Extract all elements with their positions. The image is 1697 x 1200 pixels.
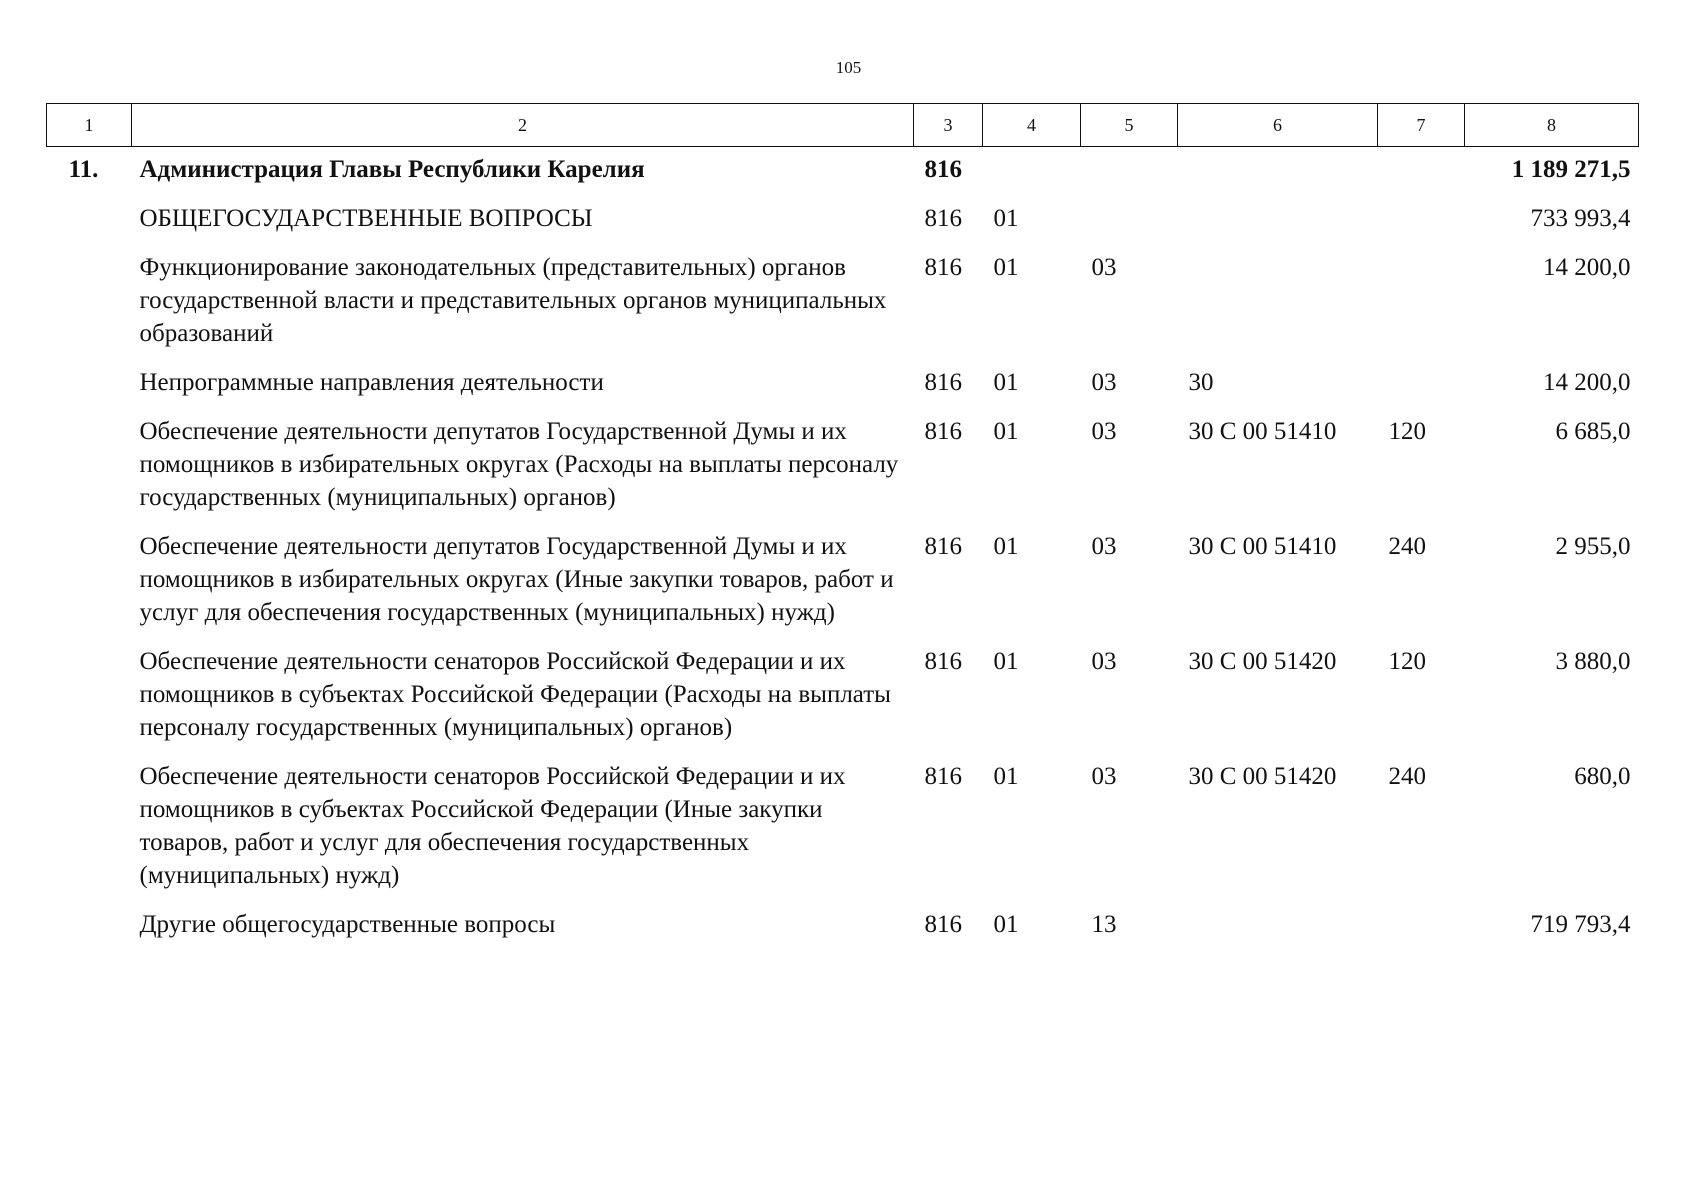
row-subsection-code bbox=[1081, 202, 1178, 251]
table-row bbox=[47, 760, 1639, 908]
row-subsection-code: 03 bbox=[1091, 648, 1117, 675]
row-admin-code: 816 bbox=[924, 418, 962, 445]
header-col-4: 4 bbox=[983, 104, 1081, 147]
row-description: Обеспечение деятельности сенаторов Российской Федерации и их помощников в субъектах Российской Федерации (Иные закупки товаров, работ и услуг для обеспечения государственных (муниципальных) нужд) bbox=[139, 763, 846, 889]
row-amount: 14 200,0 bbox=[1543, 369, 1631, 396]
row-description: ОБЩЕГОСУДАРСТВЕННЫЕ ВОПРОСЫ bbox=[139, 205, 593, 232]
row-subsection-code: 13 bbox=[1091, 911, 1117, 938]
row-target-article bbox=[1178, 202, 1378, 251]
row-admin-code: 816 bbox=[924, 533, 962, 560]
table-row bbox=[47, 366, 1639, 415]
row-subsection-code bbox=[1081, 147, 1178, 203]
row-subsection-code: 03 bbox=[1091, 763, 1117, 790]
row-number bbox=[47, 645, 132, 760]
table-row bbox=[47, 645, 1639, 760]
row-description: Функционирование законодательных (представительных) органов государственной власти и представительных органов муниципальных образований bbox=[139, 254, 887, 347]
row-description: Непрограммные направления деятельности bbox=[139, 369, 604, 396]
table-row bbox=[47, 530, 1639, 645]
header-row bbox=[47, 104, 1639, 147]
row-admin-code: 816 bbox=[924, 369, 962, 396]
row-number bbox=[47, 202, 132, 251]
row-description: Администрация Главы Республики Карелия bbox=[139, 156, 645, 183]
row-section-code: 01 bbox=[993, 533, 1019, 560]
row-subsection-code: 03 bbox=[1091, 369, 1117, 396]
row-target-article bbox=[1178, 908, 1378, 957]
table-row bbox=[47, 147, 1639, 203]
row-expense-type bbox=[1378, 908, 1465, 957]
row-expense-type bbox=[1378, 366, 1465, 415]
row-subsection-code: 03 bbox=[1091, 418, 1117, 445]
table-header bbox=[47, 104, 1639, 147]
row-expense-type: 240 bbox=[1388, 533, 1426, 560]
row-admin-code: 816 bbox=[924, 648, 962, 675]
row-description: Обеспечение деятельности депутатов Государственной Думы и их помощников в избирательных округах (Иные закупки товаров, работ и услуг для обеспечения государственных (муниципальных) нужд) bbox=[139, 533, 894, 626]
header-col-8: 8 bbox=[1465, 104, 1639, 147]
row-number: 11. bbox=[68, 156, 99, 183]
row-section-code bbox=[983, 147, 1081, 203]
row-section-code: 01 bbox=[993, 254, 1019, 281]
header-col-1: 1 bbox=[47, 104, 132, 147]
header-col-5: 5 bbox=[1081, 104, 1178, 147]
row-expense-type: 120 bbox=[1388, 648, 1426, 675]
row-section-code: 01 bbox=[993, 205, 1019, 232]
row-target-article: 30 bbox=[1188, 369, 1214, 396]
row-subsection-code: 03 bbox=[1091, 533, 1117, 560]
row-amount: 719 793,4 bbox=[1530, 911, 1631, 938]
row-amount: 680,0 bbox=[1574, 763, 1631, 790]
row-description: Другие общегосударственные вопросы bbox=[139, 911, 556, 938]
row-amount: 3 880,0 bbox=[1555, 648, 1631, 675]
row-section-code: 01 bbox=[993, 648, 1019, 675]
row-expense-type bbox=[1378, 147, 1465, 203]
row-expense-type bbox=[1378, 251, 1465, 366]
page-number: 105 bbox=[835, 58, 862, 77]
table-body bbox=[47, 147, 1639, 958]
row-target-article bbox=[1178, 251, 1378, 366]
row-subsection-code: 03 bbox=[1091, 254, 1117, 281]
table-row bbox=[47, 415, 1639, 530]
row-admin-code: 816 bbox=[924, 205, 962, 232]
row-target-article: 30 С 00 51420 bbox=[1188, 648, 1337, 675]
row-number bbox=[47, 760, 132, 908]
row-section-code: 01 bbox=[993, 418, 1019, 445]
row-number bbox=[47, 908, 132, 957]
row-target-article: 30 С 00 51410 bbox=[1188, 533, 1337, 560]
row-target-article: 30 С 00 51420 bbox=[1188, 763, 1337, 790]
table-row bbox=[47, 202, 1639, 251]
row-section-code: 01 bbox=[993, 369, 1019, 396]
row-description: Обеспечение деятельности сенаторов Российской Федерации и их помощников в субъектах Российской Федерации (Расходы на выплаты персоналу государственных (муниципальных) органов) bbox=[139, 648, 891, 741]
row-amount: 14 200,0 bbox=[1543, 254, 1631, 281]
row-target-article bbox=[1178, 147, 1378, 203]
row-description: Обеспечение деятельности депутатов Государственной Думы и их помощников в избирательных округах (Расходы на выплаты персоналу государственных (муниципальных) органов) bbox=[139, 418, 899, 511]
header-col-2: 2 bbox=[132, 104, 914, 147]
row-expense-type: 120 bbox=[1388, 418, 1426, 445]
row-number bbox=[47, 530, 132, 645]
row-number bbox=[47, 366, 132, 415]
header-col-3: 3 bbox=[914, 104, 983, 147]
row-admin-code: 816 bbox=[924, 156, 962, 183]
header-col-7: 7 bbox=[1378, 104, 1465, 147]
row-admin-code: 816 bbox=[924, 911, 962, 938]
header-col-6: 6 bbox=[1178, 104, 1378, 147]
row-expense-type: 240 bbox=[1388, 763, 1426, 790]
row-section-code: 01 bbox=[993, 911, 1019, 938]
row-target-article: 30 С 00 51410 bbox=[1188, 418, 1337, 445]
table-row bbox=[47, 908, 1639, 957]
row-number bbox=[47, 251, 132, 366]
row-section-code: 01 bbox=[993, 763, 1019, 790]
row-expense-type bbox=[1378, 202, 1465, 251]
row-amount: 1 189 271,5 bbox=[1511, 156, 1631, 183]
row-admin-code: 816 bbox=[924, 254, 962, 281]
row-admin-code: 816 bbox=[924, 763, 962, 790]
row-amount: 2 955,0 bbox=[1555, 533, 1631, 560]
row-amount: 733 993,4 bbox=[1530, 205, 1631, 232]
table-row bbox=[47, 251, 1639, 366]
budget-table bbox=[46, 103, 1639, 957]
row-amount: 6 685,0 bbox=[1555, 418, 1631, 445]
row-number bbox=[47, 415, 132, 530]
